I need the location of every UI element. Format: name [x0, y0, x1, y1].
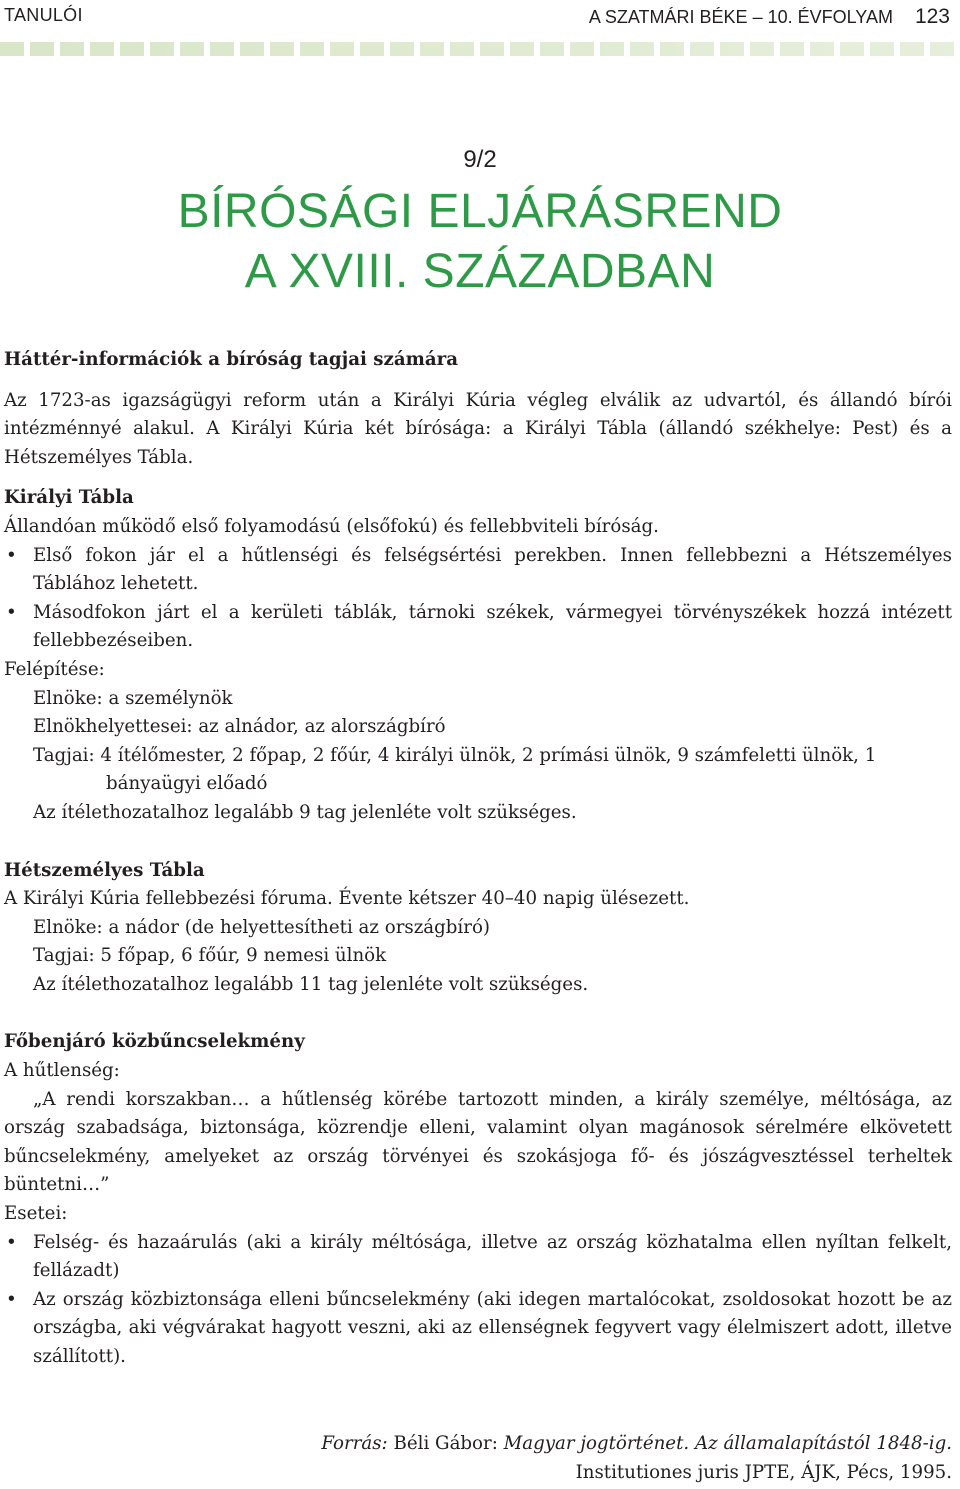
source-publisher: Institutiones juris JPTE, ÁJK, Pécs, 1995. [575, 1461, 952, 1483]
title-line-1: BÍRÓSÁGI ELJÁRÁSREND [177, 185, 783, 238]
hetszemelyes-quorum: Az ítélethozatalhoz legalább 11 tag jelenléte volt szükséges. [33, 973, 589, 995]
crime-label: A hűtlenség: [4, 1060, 120, 1082]
structure-label: Felépítése: [4, 658, 105, 680]
page-header [0, 0, 960, 34]
cases-label: Esetei: [4, 1203, 68, 1225]
header-course-label [589, 5, 950, 29]
source-label: Forrás: [321, 1433, 388, 1454]
header-section-label: TANULÓI [4, 5, 83, 25]
hetszemelyes-description: A Királyi Kúria fellebbezési fóruma. Évente kétszer 40–40 napig ülésezett. [4, 888, 690, 910]
kiralyi-quorum: Az ítélethozatalhoz legalább 9 tag jelenléte volt szükséges. [33, 801, 577, 823]
header-course-title: A SZATMÁRI BÉKE – 10. ÉVFOLYAM [588, 7, 893, 27]
hetszemelyes-tabla-heading: Hétszemélyes Tábla [4, 859, 205, 881]
kiralyi-members: Tagjai: 4 ítélőmester, 2 főpap, 2 főúr, 4 királyi ülnök, 2 prímási ülnök, 9 számfeletti ülnök, 1 bányaügyi előadó [33, 744, 877, 795]
header-decorative-rule [0, 42, 960, 56]
main-content [4, 346, 952, 1372]
source-book: Magyar jogtörténet. Az államalapítástól 1848-ig. [503, 1433, 952, 1454]
crime-heading: Főbenjáró közbűncselekmény [4, 1031, 305, 1053]
page-number: 123 [914, 5, 950, 28]
kiralyi-tabla-description: Állandóan működő első folyamodású (elsőfokú) és fellebbviteli bíróság. [4, 515, 659, 537]
crime-quote: „A rendi korszakban… a hűtlenség körébe tartozott minden, a király személye, méltósága, az ország szabadsága, biztonsága, közrendje elleni, valamint olyan magánosok sérelmére elkövetett bűncselekmény, amelyeket az ország törvényei és szokásjoga fő- és jószágvesztéssel terheltek büntetni…” [4, 1088, 952, 1196]
cases-list [4, 1229, 952, 1372]
source-citation [321, 1430, 952, 1487]
kiralyi-tabla-bullets [4, 542, 952, 656]
kiralyi-president: Elnöke: a személynök [33, 687, 233, 709]
hetszemelyes-president: Elnöke: a nádor (de helyettesítheti az országbíró) [33, 916, 490, 938]
page-title [0, 182, 960, 302]
kiralyi-tabla-heading: Királyi Tábla [4, 487, 134, 509]
source-author: Béli Gábor: [393, 1433, 498, 1454]
list-item: • Első fokon jár el a hűtlenségi és felségsértési perekben. Innen fellebbezni a Hétszemélyes Táblához lehetett. [4, 542, 952, 599]
title-line-2: A XVIII. SZÁZADBAN [244, 245, 716, 298]
intro-paragraph: Az 1723-as igazságügyi reform után a Királyi Kúria végleg elválik az udvartól, és állandó bírói intézménnyé alakul. A Királyi Kúria két bírósága: a Királyi Tábla (állandó székhelye: Pest) és a Hétszemélyes Tábla. [4, 389, 952, 468]
kiralyi-deputies: Elnökhelyettesei: az alnádor, az alországbíró [33, 716, 446, 738]
list-item: • Másodfokon járt el a kerületi táblák, tárnoki székek, vármegyei törvényszékek hozzá intézett fellebbezéseiben. [4, 599, 952, 656]
list-item: • Az ország közbiztonsága elleni bűncselekmény (aki idegen martalócokat, zsoldosokat hozott be az országba, aki végvárakat hagyott veszni, aki az ellenségnek fegyvert vagy élelmiszert adott, illetve szállított). [4, 1286, 952, 1372]
hetszemelyes-members: Tagjai: 5 főpap, 6 főúr, 9 nemesi ülnök [33, 945, 387, 967]
section-number: 9/2 [463, 146, 497, 173]
list-item: • Felség- és hazaárulás (aki a király méltósága, illetve az ország közhatalma ellen nyíltan felkelt, fellázadt) [4, 1229, 952, 1286]
intro-heading: Háttér-információk a bíróság tagjai számára [4, 349, 459, 370]
